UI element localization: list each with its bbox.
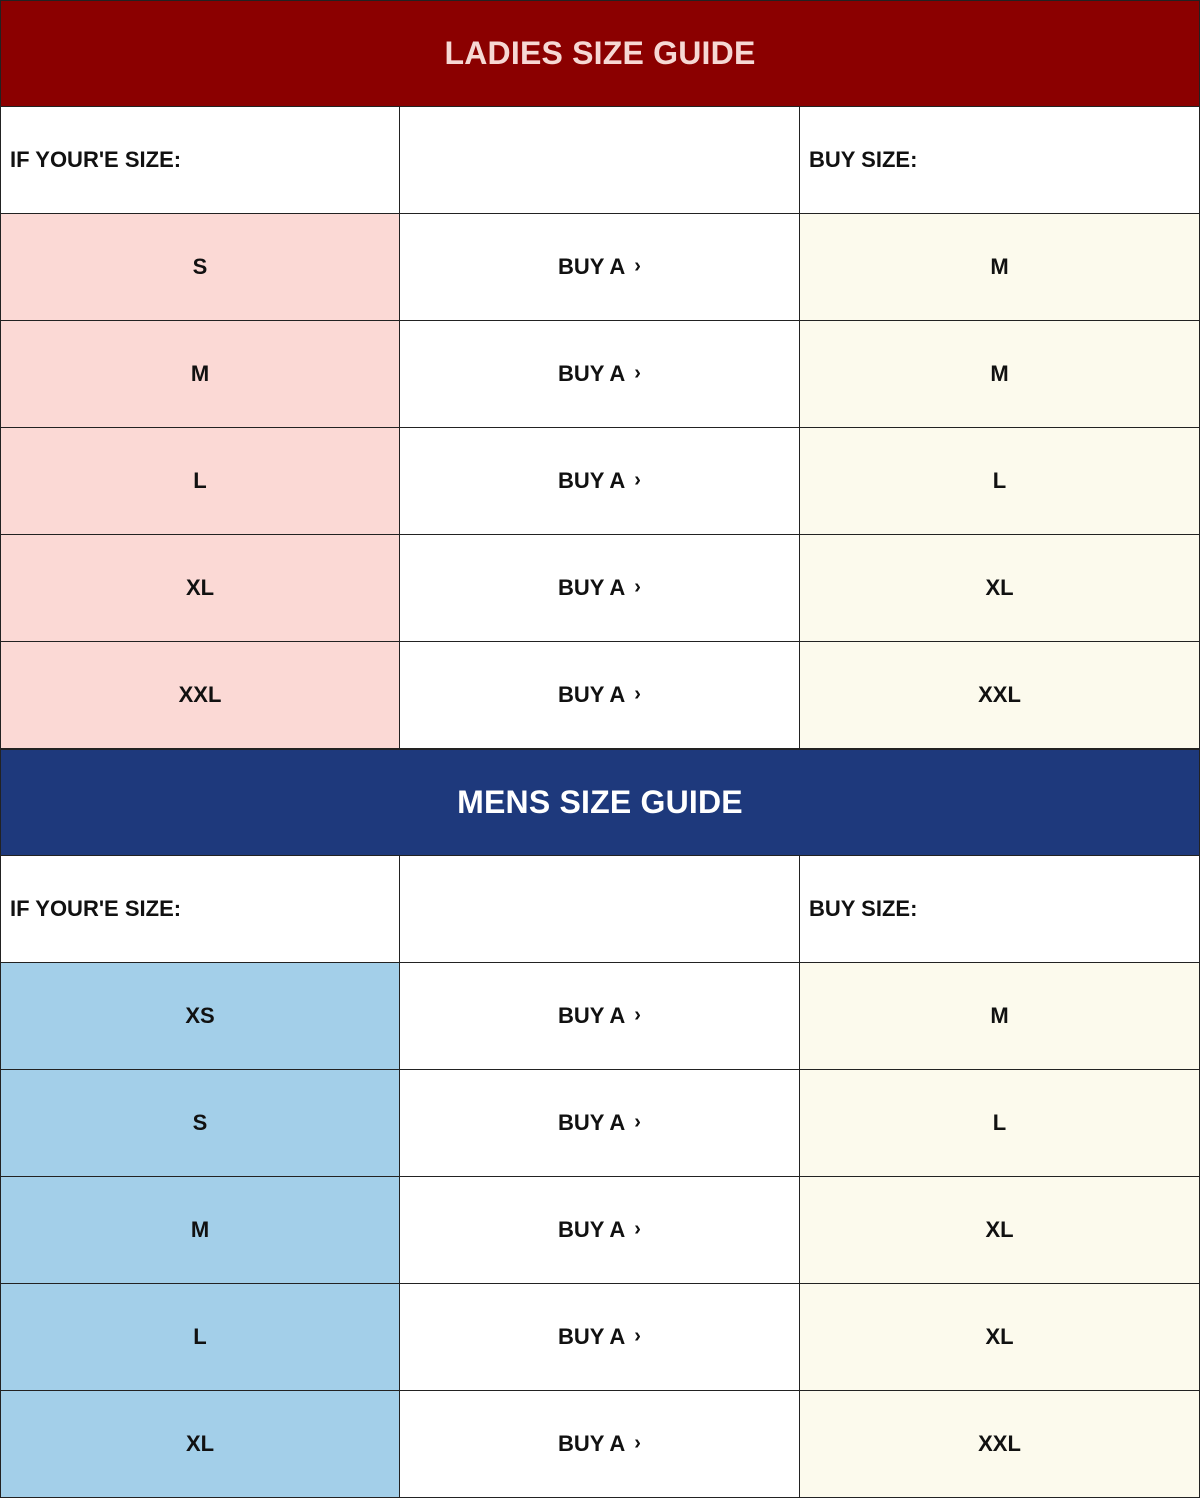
- ladies-your-size: S: [0, 214, 400, 321]
- ladies-header-buy-size: BUY SIZE:: [800, 107, 1200, 214]
- mens-header-your-size: IF YOUR'E SIZE:: [0, 856, 400, 963]
- mens-buy-size: L: [800, 1070, 1200, 1177]
- mens-your-size: S: [0, 1070, 400, 1177]
- ladies-size-table: [0, 107, 1200, 749]
- chevron-right-icon: ›: [634, 468, 641, 491]
- chevron-right-icon: ›: [634, 682, 641, 705]
- buy-a-label: BUY A: [558, 1217, 626, 1242]
- ladies-banner: [0, 0, 1200, 107]
- chevron-right-icon: ›: [634, 1324, 641, 1347]
- ladies-your-size: XXL: [0, 642, 400, 749]
- mens-buy-a: [400, 1177, 800, 1284]
- chevron-right-icon: ›: [634, 1003, 641, 1026]
- mens-your-size: L: [0, 1284, 400, 1391]
- buy-a-label: BUY A: [558, 1110, 626, 1135]
- mens-buy-a: [400, 1070, 800, 1177]
- buy-a-label: BUY A: [558, 468, 626, 493]
- ladies-buy-a: [400, 321, 800, 428]
- ladies-your-size: XL: [0, 535, 400, 642]
- mens-size-table: [0, 856, 1200, 1498]
- ladies-buy-a: [400, 642, 800, 749]
- chevron-right-icon: ›: [634, 575, 641, 598]
- chevron-right-icon: ›: [634, 1431, 641, 1454]
- mens-your-size: M: [0, 1177, 400, 1284]
- ladies-buy-a: [400, 214, 800, 321]
- ladies-buy-size: XL: [800, 535, 1200, 642]
- buy-a-label: BUY A: [558, 682, 626, 707]
- chevron-right-icon: ›: [634, 361, 641, 384]
- mens-your-size: XL: [0, 1391, 400, 1498]
- chevron-right-icon: ›: [634, 1217, 641, 1240]
- chevron-right-icon: ›: [634, 1110, 641, 1133]
- ladies-title: LADIES SIZE GUIDE: [444, 35, 756, 71]
- buy-a-label: BUY A: [558, 1003, 626, 1028]
- buy-a-label: BUY A: [558, 254, 626, 279]
- mens-buy-size: M: [800, 963, 1200, 1070]
- ladies-buy-size: M: [800, 214, 1200, 321]
- buy-a-label: BUY A: [558, 1324, 626, 1349]
- mens-title: MENS SIZE GUIDE: [457, 784, 743, 820]
- mens-your-size: XS: [0, 963, 400, 1070]
- ladies-buy-a: [400, 535, 800, 642]
- mens-buy-a: [400, 963, 800, 1070]
- ladies-size-guide: [0, 0, 1200, 749]
- ladies-buy-a: [400, 428, 800, 535]
- ladies-your-size: L: [0, 428, 400, 535]
- ladies-header-middle: [400, 107, 800, 214]
- buy-a-label: BUY A: [558, 575, 626, 600]
- ladies-buy-size: L: [800, 428, 1200, 535]
- chevron-right-icon: ›: [634, 254, 641, 277]
- mens-buy-a: [400, 1391, 800, 1498]
- mens-buy-size: XXL: [800, 1391, 1200, 1498]
- mens-header-middle: [400, 856, 800, 963]
- ladies-buy-size: M: [800, 321, 1200, 428]
- ladies-your-size: M: [0, 321, 400, 428]
- mens-size-guide: [0, 749, 1200, 1498]
- buy-a-label: BUY A: [558, 361, 626, 386]
- mens-banner: [0, 749, 1200, 856]
- mens-buy-a: [400, 1284, 800, 1391]
- ladies-header-your-size: IF YOUR'E SIZE:: [0, 107, 400, 214]
- ladies-buy-size: XXL: [800, 642, 1200, 749]
- mens-header-buy-size: BUY SIZE:: [800, 856, 1200, 963]
- buy-a-label: BUY A: [558, 1431, 626, 1456]
- mens-buy-size: XL: [800, 1177, 1200, 1284]
- mens-buy-size: XL: [800, 1284, 1200, 1391]
